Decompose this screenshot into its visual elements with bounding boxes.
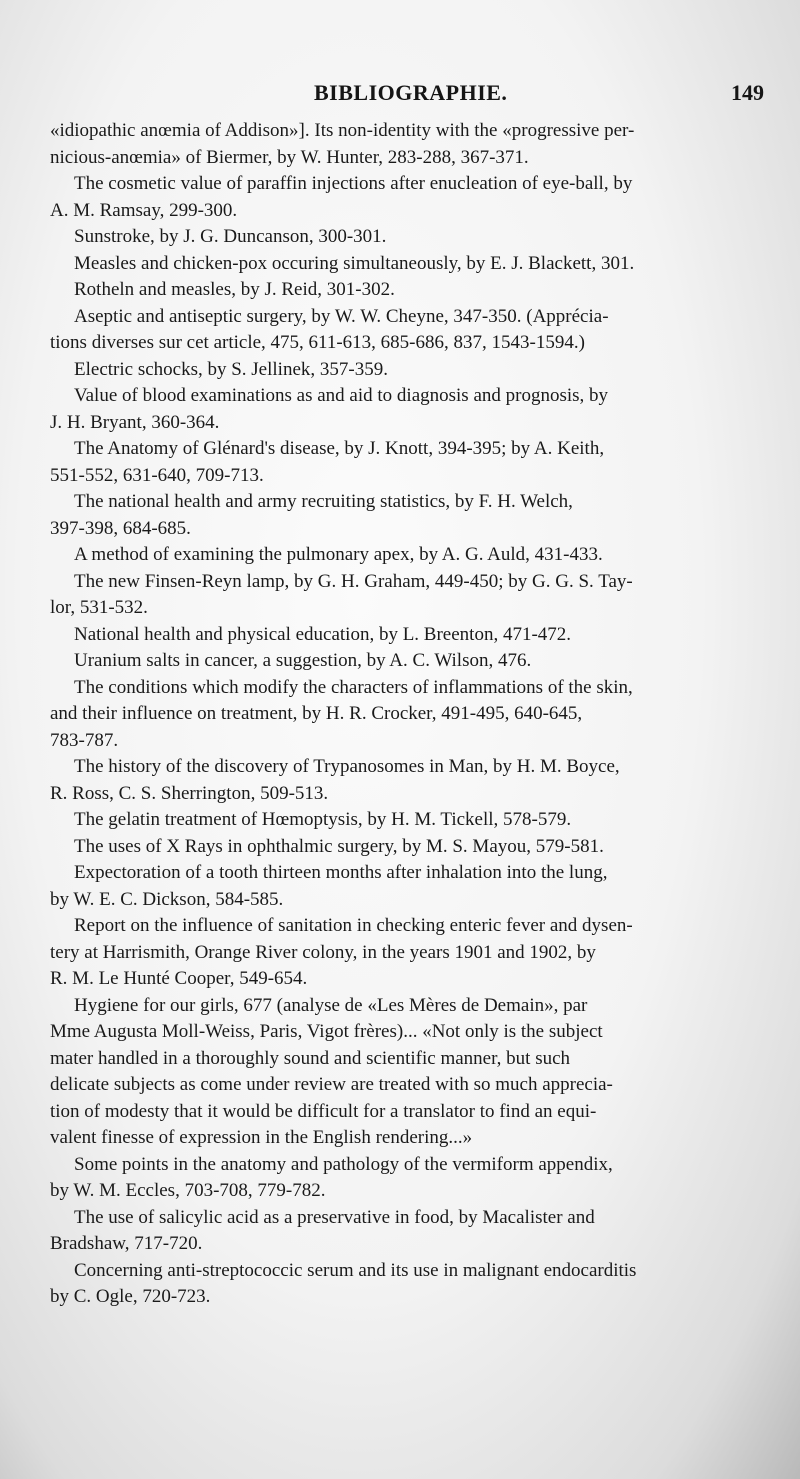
text-line: by W. E. C. Dickson, 584-585.	[50, 888, 284, 910]
page-header	[0, 76, 800, 110]
text-line: lor, 531-532.	[50, 597, 148, 618]
running-title: BIBLIOGRAPHIE.	[314, 80, 508, 105]
text-line: nicious-anœmia» of Biermer, by W. Hunter, 283-288, 367-371.	[50, 146, 529, 168]
text-line: The conditions which modify the characters of inflammations of the skin,	[74, 676, 633, 698]
text-line: The national health and army recruiting statistics, by F. H. Welch,	[74, 491, 573, 512]
text-line: R. M. Le Hunté Cooper, 549-654.	[50, 968, 308, 989]
text-line: Mme Augusta Moll-Weiss, Paris, Vigot frères)... «Not only is the subject	[50, 1021, 603, 1042]
text-line: valent finesse of expression in the English rendering...»	[50, 1127, 473, 1148]
text-line: mater handled in a thoroughly sound and scientific manner, but such	[50, 1047, 571, 1069]
text-line: tions diverses sur cet article, 475, 611-613, 685-686, 837, 1543-1594.)	[50, 332, 585, 353]
text-line: Measles and chicken-pox occuring simultaneously, by E. J. Blackett, 301.	[74, 252, 635, 274]
text-line: The new Finsen-Reyn lamp, by G. H. Graham, 449-450; by G. G. S. Tay-	[74, 570, 633, 592]
text-line: The cosmetic value of paraffin injections after enucleation of eye-ball, by	[74, 173, 633, 194]
text-line: Hygiene for our girls, 677 (analyse de «Les Mères de Demain», par	[74, 994, 588, 1016]
text-line: R. Ross, C. S. Sherrington, 509-513.	[50, 782, 329, 804]
text-line: Concerning anti-streptococcic serum and its use in malignant endocarditis	[74, 1259, 637, 1281]
text-line: The gelatin treatment of Hœmoptysis, by H. M. Tickell, 578-579.	[74, 809, 572, 830]
text-line: tery at Harrismith, Orange River colony, in the years 1901 and 1902, by	[50, 941, 596, 963]
text-line: J. H. Bryant, 360-364.	[50, 411, 220, 433]
text-line: and their influence on treatment, by H. R. Crocker, 491-495, 640-645,	[50, 703, 583, 724]
text-line: Aseptic and antiseptic surgery, by W. W. Cheyne, 347-350. (Apprécia-	[74, 305, 609, 327]
text-line: A. M. Ramsay, 299-300.	[50, 199, 238, 221]
text-line: The history of the discovery of Trypanosomes in Man, by H. M. Boyce,	[74, 756, 620, 777]
text-line: The uses of X Rays in ophthalmic surgery, by M. S. Mayou, 579-581.	[74, 835, 604, 857]
text-line: A method of examining the pulmonary apex, by A. G. Auld, 431-433.	[74, 544, 603, 565]
text-line: Some points in the anatomy and pathology of the vermiform appendix,	[74, 1153, 613, 1175]
text-line: 551-552, 631-640, 709-713.	[50, 464, 264, 486]
page-number: 149	[731, 80, 764, 105]
text-line: by C. Ogle, 720-723.	[50, 1286, 211, 1307]
text-line: The use of salicylic acid as a preservative in food, by Macalister and	[74, 1206, 595, 1228]
text-line: tion of modesty that it would be difficult for a translator to find an equi-	[50, 1100, 597, 1122]
text-line: Rotheln and measles, by J. Reid, 301-302.	[74, 279, 395, 300]
text-line: National health and physical education, by L. Breenton, 471-472.	[74, 623, 572, 645]
text-line: 397-398, 684-685.	[50, 517, 191, 539]
bibliography-body	[50, 118, 758, 1311]
text-line: Bradshaw, 717-720.	[50, 1233, 203, 1254]
text-line: The Anatomy of Glénard's disease, by J. Knott, 394-395; by A. Keith,	[74, 438, 605, 459]
text-line: by W. M. Eccles, 703-708, 779-782.	[50, 1180, 326, 1201]
text-line: Uranium salts in cancer, a suggestion, by A. C. Wilson, 476.	[74, 650, 532, 671]
text-line: Value of blood examinations as and aid to diagnosis and prognosis, by	[74, 385, 609, 406]
text-line: «idiopathic anœmia of Addison»]. Its non-identity with the «progressive per-	[50, 120, 635, 141]
text-line: Report on the influence of sanitation in checking enteric fever and dysen-	[74, 915, 633, 936]
text-line: 783-787.	[50, 729, 119, 751]
text-line: Expectoration of a tooth thirteen months after inhalation into the lung,	[74, 862, 608, 883]
text-line: Electric schocks, by S. Jellinek, 357-359.	[74, 358, 388, 380]
text-line: delicate subjects as come under review are treated with so much apprecia-	[50, 1074, 613, 1095]
text-line: Sunstroke, by J. G. Duncanson, 300-301.	[74, 226, 387, 247]
